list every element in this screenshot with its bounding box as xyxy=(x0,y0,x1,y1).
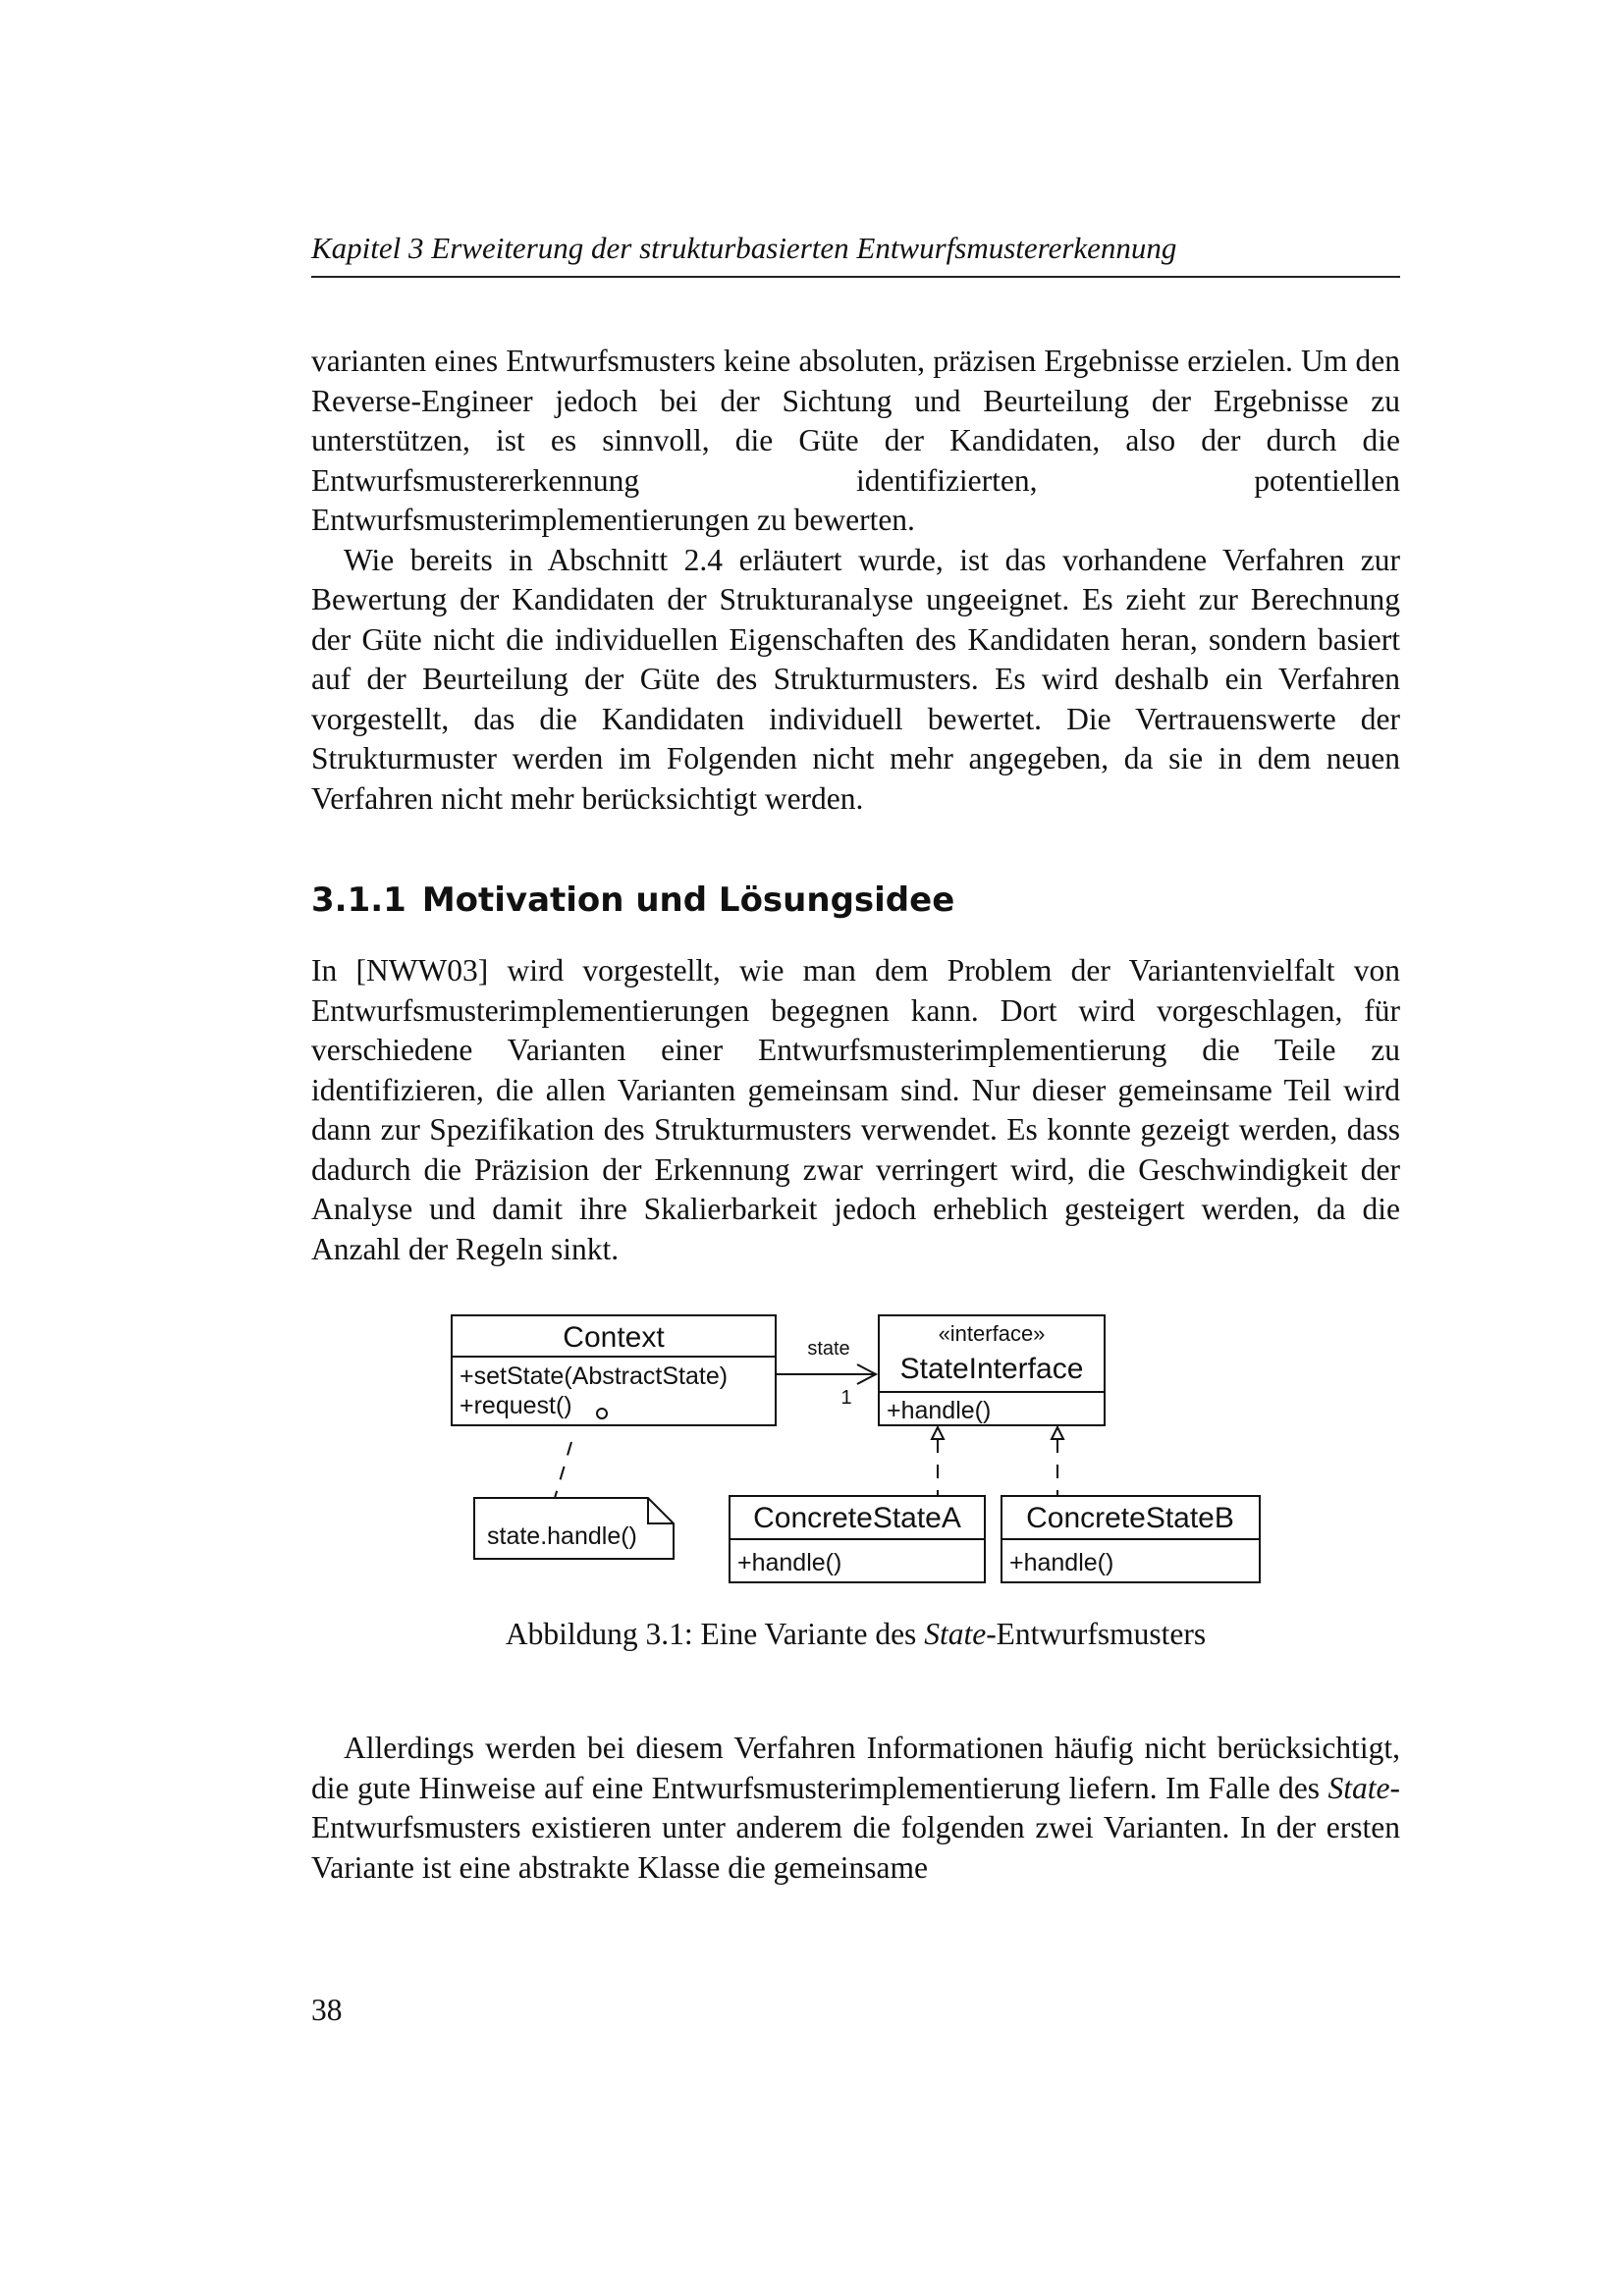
context-op-request: +request() xyxy=(460,1392,572,1419)
figure-caption xyxy=(311,1615,1400,1654)
paragraph-4-part-a: Allerdings werden bei diesem Verfahren Informationen häufig nicht berücksichtigt, die gute Hinweise auf eine Entwurfsmusterimplementierung liefern. Im Falle des xyxy=(311,1731,1400,1805)
caption-prefix: Abbildung 3.1: Eine Variante des xyxy=(505,1617,925,1651)
concrete-state-b-name: ConcreteStateB xyxy=(1026,1502,1234,1534)
state-interface-class xyxy=(879,1315,1105,1425)
state-association xyxy=(776,1338,876,1409)
context-op-setstate: +setState(AbstractState) xyxy=(460,1362,729,1390)
concrete-state-b-class xyxy=(1001,1496,1260,1582)
realization-a xyxy=(932,1427,944,1496)
concrete-state-b-op: +handle() xyxy=(1009,1549,1114,1576)
interface-stereotype: «interface» xyxy=(938,1321,1046,1346)
note-link xyxy=(555,1442,571,1498)
paragraph-2: Wie bereits in Abschnitt 2.4 erläutert wurde, ist das vorhandene Verfahren zur Bewertung der Kandidaten der Strukturanalyse ungeeignet. Es zieht zur Berechnung der Güte nicht die individuellen Eigenschaften des Kandidaten heran, sondern basiert auf der Beurteilung der Güte des Strukturmusters. Es wird deshalb ein Verfahren vorgestellt, das die Kandidaten individuell bewertet. Die Vertrauenswerte der Strukturmuster werden im Folgenden nicht mehr angegeben, da sie in dem neuen Verfahren nicht mehr berücksichtigt werden. xyxy=(311,542,1400,816)
interface-op-handle: +handle() xyxy=(887,1397,992,1424)
realization-triangle-icon xyxy=(1052,1427,1063,1439)
uml-class-diagram xyxy=(432,1306,1276,1590)
paragraph-block-1 xyxy=(311,342,1400,819)
note-anchor-icon xyxy=(597,1409,607,1418)
section-title: Motivation und Lösungsidee xyxy=(421,881,955,920)
realization-triangle-icon xyxy=(932,1427,944,1439)
paragraph-block-2 xyxy=(311,951,1400,1269)
section-number: 3.1.1 xyxy=(311,881,406,920)
concrete-state-a-op: +handle() xyxy=(737,1549,842,1576)
association-role-label: state xyxy=(807,1338,850,1360)
paragraph-4 xyxy=(311,1729,1400,1888)
paragraph-4-part-b: -Entwurfsmusters existieren unter anderem die folgenden zwei Varianten. In der ersten Variante ist eine abstrakte Klasse die gemeinsame xyxy=(311,1770,1400,1885)
realization-b xyxy=(1052,1427,1063,1496)
interface-class-name: StateInterface xyxy=(899,1353,1084,1385)
paragraph-3: In [NWW03] wird vorgestellt, wie man dem Problem der Variantenvielfalt von Entwurfsmusterimplementierungen begegnen kann. Dort wird vorgeschlagen, für verschiedene Varianten einer Entwurfsmusterimplementierung die Teile zu identifizieren, die allen Varianten gemeinsam sind. Nur dieser gemeinsame Teil wird dann zur Spezifikation des Strukturmusters verwendet. Es konnte gezeigt werden, dass dadurch die Präzision der Erkennung zwar verringert wird, die Geschwindigkeit der Analyse und damit ihre Skalierbarkeit jedoch erheblich gesteigert werden, da die Anzahl der Regeln sinkt. xyxy=(311,953,1400,1266)
page-number: 38 xyxy=(311,1993,343,2027)
concrete-state-a-name: ConcreteStateA xyxy=(753,1502,961,1534)
context-class xyxy=(452,1315,776,1425)
running-header: Kapitel 3 Erweiterung der strukturbasierten Entwurfsmustererkennung xyxy=(311,229,1400,278)
paragraph-4-emphasis: State xyxy=(1327,1770,1390,1805)
paragraph-1: varianten eines Entwurfsmusters keine absoluten, präzisen Ergebnisse erzielen. Um den Reverse-Engineer jedoch bei der Sichtung und Beurteilung der Ergebnisse zu unterstützen, ist es sinnvoll, die Güte der Kandidaten, also der durch die Entwurfsmustererkennung identifizierten, potentiellen Entwurfsmusterimplementierungen zu bewerten. xyxy=(311,344,1400,537)
association-multiplicity: 1 xyxy=(840,1387,852,1409)
note-text: state.handle() xyxy=(487,1522,637,1550)
paragraph-block-3 xyxy=(311,1729,1400,1888)
caption-suffix: -Entwurfsmusters xyxy=(986,1617,1207,1651)
note xyxy=(474,1498,674,1559)
section-heading xyxy=(311,879,970,922)
caption-emphasis: State xyxy=(924,1617,987,1651)
context-class-name: Context xyxy=(563,1321,665,1354)
concrete-state-a-class xyxy=(730,1496,985,1582)
